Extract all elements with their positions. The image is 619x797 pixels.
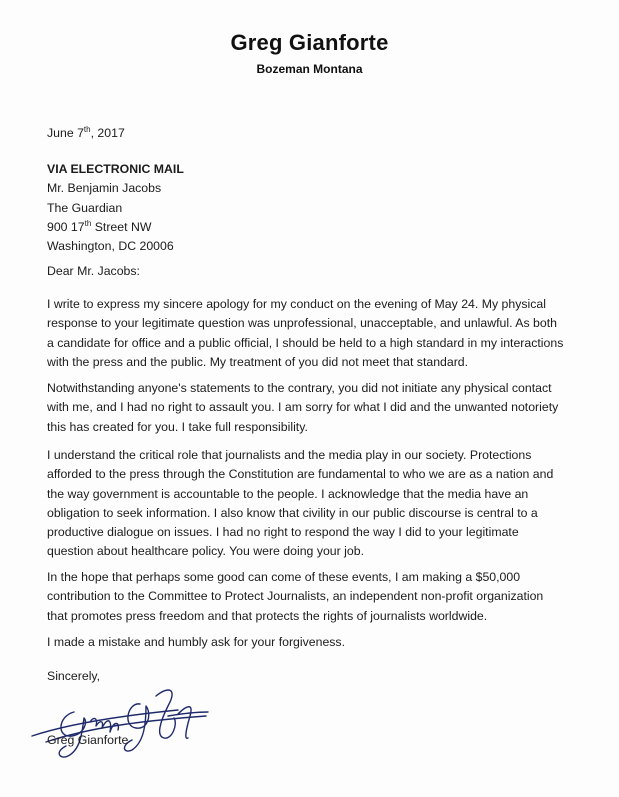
paragraph-line: Notwithstanding anyone's statements to the contrary, you did not initiate any physical contact: [47, 381, 552, 395]
date-suffix: th: [83, 124, 91, 134]
street-rest: Street NW: [91, 219, 152, 234]
paragraph-press-role: [47, 446, 592, 562]
date-year: , 2017: [90, 126, 125, 140]
paragraph-line: I understand the critical role that journalists and the media play in our society. Protections: [47, 448, 532, 462]
paragraph-line: I write to express my sincere apology for my conduct on the evening of May 24. My physical: [47, 297, 546, 311]
delivery-method: VIA ELECTRONIC MAIL: [47, 162, 184, 176]
recipient-street: [47, 218, 592, 237]
paragraph-line: productive dialogue on issues. I had no right to respond the way I did to your legitimate: [47, 525, 519, 540]
paragraph-line: the way government is accountable to the people. I acknowledge that the media have an: [47, 486, 529, 501]
paragraph-line: this has created for you. I take full responsibility.: [47, 419, 308, 434]
paragraph-apology: [47, 295, 592, 372]
recipient-city-state-zip: Washington, DC 20006: [47, 239, 174, 254]
paragraph-line: In the hope that perhaps some good can come of these events, I am making a $50,000: [47, 570, 521, 584]
paragraph-line: contribution to the Committee to Protect Journalists, an independent non-profit organization: [47, 589, 544, 604]
paragraph-line: obligation to seek information. I also know that civility in our public discourse is central to a: [47, 505, 538, 520]
letterhead-location: Bozeman Montana: [256, 62, 363, 76]
letterhead-name: Greg Gianforte: [230, 30, 389, 55]
paragraph-forgiveness: [47, 633, 592, 652]
street-suffix: th: [84, 218, 92, 228]
recipient-address: [47, 160, 592, 256]
recipient-name: Mr. Benjamin Jacobs: [47, 181, 162, 196]
paragraph-contribution: [47, 568, 592, 626]
signer-name: Greg Gianforte: [47, 733, 129, 747]
paragraph-line: that promotes press freedom and that protects the rights of journalists worldwide.: [47, 608, 488, 623]
street-number: 900 17: [47, 219, 85, 234]
closing: Sincerely,: [47, 669, 101, 683]
salutation: Dear Mr. Jacobs:: [47, 264, 140, 278]
paragraph-line: with the press and the public. My treatment of you did not meet that standard.: [47, 354, 469, 369]
paragraph-line: afforded to the press through the Constitution are fundamental to who we are as a nation and: [47, 467, 554, 482]
date-prefix: June 7: [47, 126, 84, 140]
paragraph-line: I made a mistake and humbly ask for your forgiveness.: [47, 635, 345, 649]
letter-date: [47, 124, 592, 143]
paragraph-line: a candidate for office and a public official, I should be held to a high standard in my interactions: [47, 335, 564, 350]
paragraph-line: response to your legitimate question was unprofessional, unacceptable, and unlawful. As both: [47, 316, 557, 331]
paragraph-responsibility: [47, 379, 592, 437]
paragraph-line: with me, and I had no right to assault you. I am sorry for what I did and the unwanted notoriety: [47, 400, 559, 415]
paragraph-line: question about healthcare policy. You were doing your job.: [47, 544, 364, 559]
recipient-organization: The Guardian: [47, 200, 123, 215]
